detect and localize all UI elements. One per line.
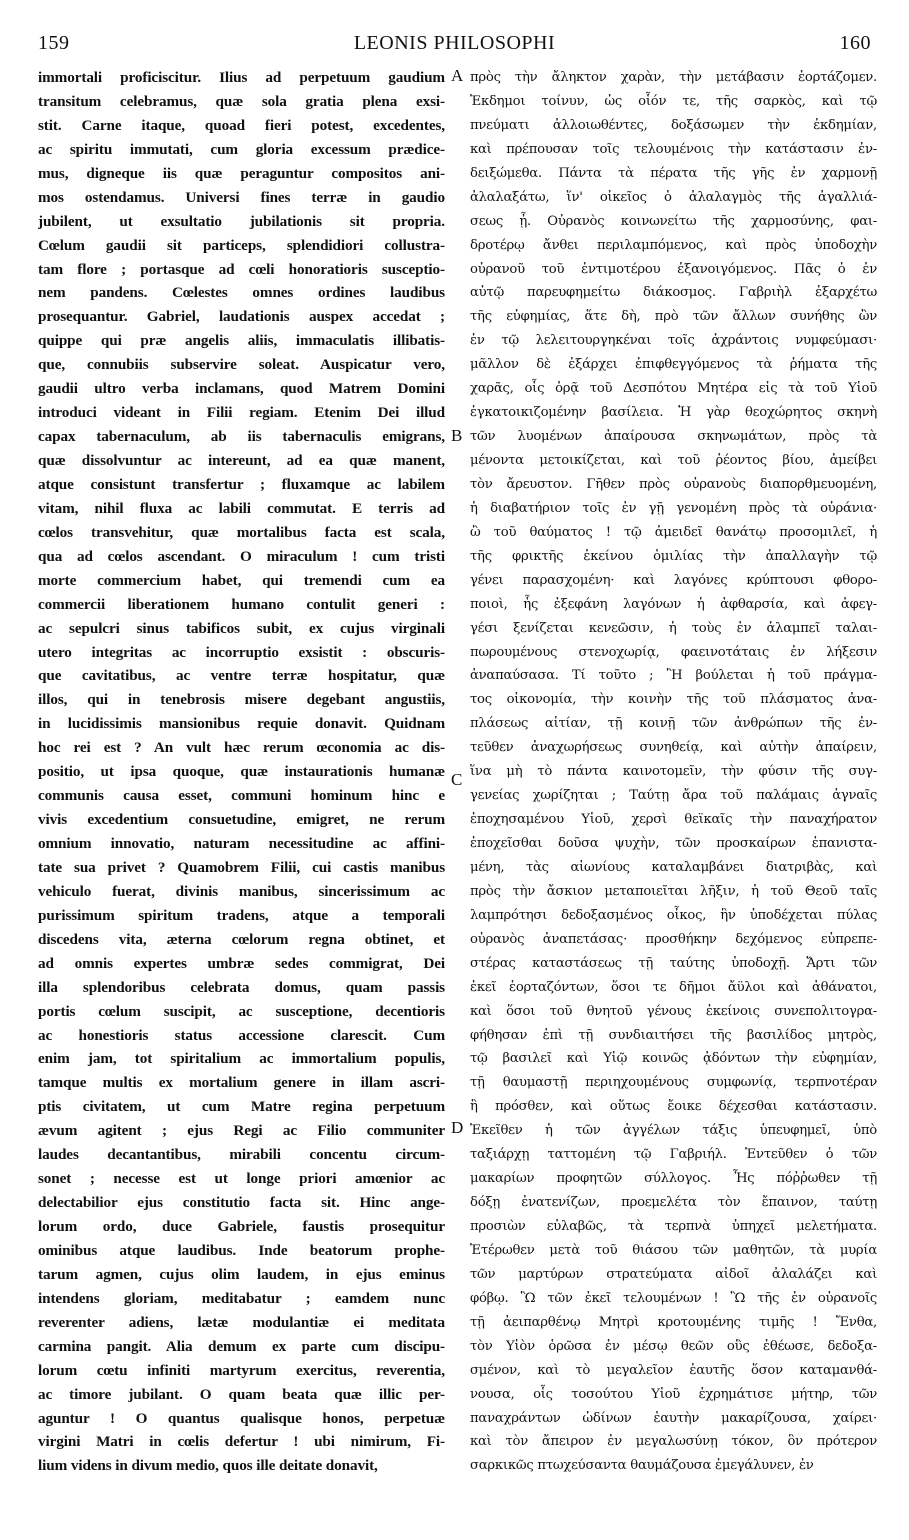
latin-text-line: ptis civitatem, ut cum Matre regina perpetuum	[38, 1098, 445, 1116]
greek-text-line: καὶ τὸν ἄπειρον ἐν μεγαλωσύνῃ τόκον, ὃν πρότερον	[470, 1434, 877, 1450]
latin-text-line: capax tabernaculum, ab iis tabernaculis emigrans,	[38, 428, 445, 446]
latin-text-line: virgini Matri in cœlis defertur ! ubi nimirum, Fi-	[38, 1433, 445, 1451]
latin-text-line: lium videns in divum medio, quos ille deitate donavit,	[38, 1457, 378, 1475]
latin-text-line: ominibus atque laudibus. Inde beatorum prophe-	[38, 1241, 445, 1259]
latin-text-line: quippe qui præ angelis aliis, immaculatis illibatis-	[38, 332, 445, 350]
greek-text-line: ἐποχεῖσθαι δοῦσα ψυχὴν, τῶν προσκαίρων ἐπανιστα-	[470, 836, 877, 851]
latin-text-line: utero integritas ac incorruptio exsistit : obscuris-	[38, 643, 445, 661]
latin-text-line: communis causa esset, communi hominum hinc e	[38, 787, 445, 805]
greek-text-line: τῆς φρικτῆς ἐκείνου ὁμιλίας τὴν ἀπαλλαγὴν τῷ	[470, 548, 877, 564]
greek-text-line: ἀναπαύσασα. Τί τοῦτο ; Ἢ βούλεται ἡ τοῦ πράγμα-	[470, 668, 877, 684]
greek-text-line: τὸν ἄρευστον. Γῆθεν πρὸς οὐρανοὺς διαπορθμευομένη,	[470, 476, 877, 492]
section-marker-b: B	[451, 426, 463, 445]
latin-text-line: Cœlum gaudii sit particeps, splendidiori collustra-	[38, 236, 445, 254]
greek-text-line: τεῦθεν ἀναχωρήσεως συνηθείᾳ, καὶ αὐτὴν ἀπαίρειν,	[470, 740, 877, 756]
greek-text-line: ἵνα μὴ τὸ πάντα καινοτομεῖν, τὴν φύσιν τῆς συγ-	[470, 764, 877, 780]
greek-text-line: ποιοὶ, ἧς ἐξεφάνη λαγόνων ἡ ἀφθαρσία, καὶ ἀφεγ-	[470, 596, 877, 612]
greek-text-line: οὐρανὸς ἀναπετάσας· προσθήκην δεχόμενος εὐπρεπε-	[470, 931, 877, 947]
latin-text-line: tate sua privet ? Quamobrem Filii, cui castis manibus	[38, 858, 445, 876]
latin-text-line: vehiculo fuerat, divinis manibus, sincerissimum ac	[38, 882, 445, 900]
greek-text-line: Ἑτέρωθεν μετὰ τοῦ θιάσου τῶν μαθητῶν, τὰ μυρία	[470, 1242, 877, 1258]
latin-text-line: illos, qui in tenebrosis misere degebant angustiis,	[38, 691, 445, 709]
latin-text-line: ac sepulcri sinus tabificos subit, ex cujus virginali	[38, 619, 445, 637]
latin-text-line: hoc rei est ? An vult hæc rerum œconomia ac dis-	[38, 739, 445, 757]
greek-text-line: δροτέρῳ ἄνθει περιλαμπόμενος, καὶ πρὸς ὑποδοχὴν	[470, 237, 877, 253]
greek-text-line: τος οἰκονομία, τὴν κοινὴν τῆς τοῦ πλάσματος ἀνα-	[470, 692, 877, 708]
section-marker-c: C	[451, 770, 463, 789]
latin-text-line: stit. Carne itaque, quoad fieri potest, excedentes,	[38, 116, 445, 134]
latin-text-line: mos ostendamus. Universi fines terræ in gaudio	[38, 188, 445, 206]
latin-text-line: prosequantur. Gabriel, laudationis auspex accedat ;	[38, 308, 445, 326]
latin-text-line: omnium innovatio, naturam necessitudine ac affini-	[38, 835, 445, 852]
latin-text-line: enim jam, tot spiritalium ac immortalium populis,	[38, 1050, 445, 1068]
greek-text-line: ὢ τοῦ θαύματος ! τῷ ἀμειδεῖ θανάτῳ προσομιλεῖ, ἡ	[470, 524, 877, 540]
latin-text-line: reverenter adiens, lætæ modulantiæ ei meditata	[38, 1313, 445, 1331]
greek-text-line: προσιὼν εὐλαβῶς, τὰ τερπνὰ ὑπηχεῖ μελετήματα.	[470, 1219, 877, 1234]
section-marker-d: D	[451, 1118, 464, 1137]
latin-text-line: discedens vita, æterna cœlorum regna obtinet, et	[38, 930, 445, 948]
greek-text-line: πρὸς τὴν ἄσκιον μεταποιεῖται λῆξιν, ἡ τοῦ Θεοῦ ταῖς	[470, 883, 877, 899]
greek-text-line: πρὸς τὴν ἄληκτον χαρὰν, τὴν μετάβασιν ἑορτάζομεν.	[470, 70, 877, 85]
greek-text-line: πνεύματι ἀλλοιωθέντες, δοξάσωμεν τὴν ἐκδημίαν,	[470, 117, 877, 133]
latin-text-line: commercii liberationem humano contulit generi :	[38, 595, 445, 613]
greek-text-line: λαμπρότησι δεδοξασμένος οἶκος, ἣν ὑποδέχεται πύλας	[470, 907, 877, 923]
greek-text-line: μακαρίων προφητῶν σύλλογος. Ἧς πόῤῥωθεν τῇ	[470, 1171, 877, 1187]
greek-text-line: πωρουμένους στενοχωρίᾳ, φαεινοτάταις ἐν λήξεσιν	[470, 644, 877, 660]
latin-text-line: tam flore ; portasque ad cœli honoratioris susceptio-	[38, 260, 445, 278]
greek-text-line: τῶν λυομένων ἀπαίρουσα σκηνωμάτων, πρὸς τὰ	[470, 429, 877, 445]
greek-text-line: φήθησαν ἐπὶ τῇ συνδιαιτήσει τῆς βασιλίδος μητρὸς,	[470, 1027, 877, 1043]
greek-text-line: γένει παρασχομένη· καὶ λαγόνες κρύπτουσι φθορο-	[470, 572, 877, 588]
latin-text-line: tamque multis ex mortalium genere in illam ascri-	[38, 1074, 445, 1092]
latin-text-line: laudes decantantibus, mirabili concentu circum-	[38, 1146, 445, 1164]
latin-text-line: introduci videant in Filii regiam. Etenim Dei illud	[38, 404, 445, 422]
latin-text-line: atque consistunt transfertur ; fluxamque ac labilem	[38, 475, 445, 493]
latin-text-line: que, connubiis subservire soleat. Auspicatur vero,	[38, 356, 445, 374]
latin-text-line: ac honestioris status accessione clarescit. Cum	[38, 1026, 445, 1044]
latin-text-line: in lucidissimis mansionibus requie donavit. Quidnam	[38, 715, 445, 733]
greek-text-line: νουσα, οἷς τοσούτου Υἱοῦ ἐχρημάτισε μήτηρ, τῶν	[470, 1386, 877, 1402]
greek-text-line: δειξώμεθα. Πάντα τὰ πέρατα τῆς γῆς ἐν χαρμονῇ	[470, 165, 877, 181]
greek-text-line: καὶ ὅσοι τοῦ θνητοῦ γένους ἐκείνοις συνεπολιτογρα-	[470, 1003, 877, 1019]
greek-text-line: παναχράντων ὠδίνων ἑαυτὴν μακαρίζουσα, χαίρει·	[470, 1410, 877, 1426]
running-title: LEONIS PHILOSOPHI	[353, 32, 556, 54]
latin-text-line: delectabilior ejus constitutio facta sit. Hinc ange-	[38, 1194, 445, 1212]
latin-text-line: lorum cœtu infiniti martyrum exercitus, reverentia,	[38, 1361, 445, 1379]
latin-text-line: que cavitatibus, ac ventre terræ hospitatur, quæ	[38, 667, 445, 685]
greek-text-line: Ἐκδημοι τοίνυν, ὡς οἷόν τε, τῆς σαρκὸς, καὶ τῷ	[470, 93, 877, 109]
latin-text-line: ad omnis expertes umbræ sedes commigrat, Dei	[38, 954, 445, 972]
greek-text-line: Ἐκεῖθεν ἡ τῶν ἀγγέλων τάξις ὑπευφημεῖ, ὑπὸ	[470, 1123, 877, 1139]
running-header	[38, 32, 871, 58]
greek-text-line: ἐν τῷ λελειτουργηκέναι τοῖς ἀχράντοις νυμφεύμασι·	[470, 333, 877, 349]
greek-text-line: σαρκικῶς πτωχεύσαντα θαυμάζουσα ἐμεγάλυνεν, ἐν	[470, 1458, 814, 1474]
latin-text-line: ævum agitent ; ejus Regi ac Filio communiter	[38, 1122, 445, 1140]
section-marker-a: A	[451, 66, 464, 85]
greek-text-line: οὐρανοῦ τοῦ ἐντιμοτέρου ἐξανοιγόμενος. Πᾶς ὁ ἐν	[470, 261, 877, 277]
greek-text-line: ταξιάρχῃ ταττομένη τῷ Γαβριήλ. Ἐντεῦθεν ὁ τῶν	[470, 1147, 877, 1163]
page-number-left: 159	[38, 32, 70, 54]
latin-text-line: ac spiritu immutati, cum gloria excessum prædice-	[38, 140, 445, 158]
greek-text-line: τῆς εὐφημίας, ἅτε δὴ, πρὸ τῶν ἄλλων συνήθης ὢν	[470, 309, 877, 325]
greek-text-line: ἐκεῖ ἑορταζόντων, ὅσοι τε δῆμοι ἄϋλοι καὶ ἀθάνατοι,	[470, 979, 877, 995]
latin-text-line: illa splendoribus celebrata domus, quam passis	[38, 978, 445, 996]
greek-text-line: δόξῃ ἐνατενίζων, προεμελέτα τὸν ἔπαινον, ταύτῃ	[470, 1195, 877, 1211]
latin-text-line: gaudii ultro verba inclamans, quod Matrem Domini	[38, 380, 445, 398]
latin-text-line: mus, digneque iis quæ peraguntur compositos ani-	[38, 164, 445, 182]
greek-text-line: μᾶλλον δὲ ἐξάρχει ἐπιφθεγγόμενος τὰ ῥήματα τῆς	[470, 357, 877, 373]
latin-text-line: ac timore jubilant. O quam beata quæ illic per-	[38, 1385, 445, 1403]
latin-text-line: purissimum spiritum tradens, atque a temporali	[38, 906, 445, 924]
latin-text-line: jubilent, ut exsultatio jubilationis sit propria.	[38, 212, 445, 230]
greek-text-line: καὶ πρέπουσαν τοῖς τελουμένοις τὴν κατάστασιν ἐν-	[470, 141, 877, 157]
latin-text-line: morte commercium habet, qui tremendi cum ea	[38, 571, 445, 589]
latin-text-line: positio, ut ipsa quoque, quæ instaurationis humanæ	[38, 763, 445, 781]
latin-text-line: immortali proficiscitur. Ilius ad perpetuum gaudium	[38, 69, 445, 86]
greek-text-line: αὐτῷ παρευφημείτω διάκοσμος. Γαβριὴλ ἐξαρχέτω	[470, 285, 877, 301]
greek-text-line: τῷ βασιλεῖ καὶ Υἱῷ κοινῶς ᾀδόντων τὴν εὐφημίαν,	[470, 1051, 877, 1067]
greek-text-line: ἐγκατοικιζομένην βασίλεια. Ἡ γὰρ θεοχώρητος σκηνὴ	[470, 405, 877, 421]
latin-text-line: vitam, nihil fluxa ac labili commutat. E terris ad	[38, 499, 445, 517]
latin-text-line: quæ dissolvuntur ac intereunt, ad ea quæ manent,	[38, 452, 445, 469]
latin-text-line: aguntur ! O quantus qualisque honos, perpetuæ	[38, 1409, 445, 1427]
greek-text-line: σεως ᾖ. Οὐρανὸς κοινωνείτω τῆς χαρμοσύνης, φαι-	[470, 213, 877, 229]
greek-text-line: σμένον, καὶ τὸ μεγαλεῖον ἑαυτῆς ὅσον καταμανθά-	[470, 1362, 877, 1378]
latin-text-line: nem pandens. Cœlestes omnes ordines laudibus	[38, 284, 445, 302]
greek-text-line: ἐποχησαμένου Υἱοῦ, χερσὶ θεϊκαῖς τὴν παναχήρατον	[470, 812, 877, 828]
latin-text-line: intendens gloriam, meditabatur ; eamdem nunc	[38, 1289, 445, 1307]
greek-text-line: γενείας χωρίζηται ; Ταύτῃ ἄρα τοῦ παλάμαις ἁγναῖς	[470, 788, 877, 804]
greek-text-line: χαρᾶς, οἷς ὁρᾷ τοῦ Δεσπότου Μητέρα εἰς τὰ τοῦ Υἱοῦ	[470, 381, 877, 397]
latin-text-line: vivis excedentium consuetudine, emigret, ne rerum	[38, 811, 445, 829]
latin-text-line: cœlos transvehitur, quæ mortalibus facta est scala,	[38, 523, 445, 541]
latin-text-line: tarum agmen, cujus olim laudem, in ejus eminus	[38, 1265, 445, 1283]
greek-text-line: τῶν μαρτύρων στρατεύματα αἰδοῖ ἀλαλάζει καὶ	[470, 1266, 877, 1282]
greek-text-line: ἢ πρόσθεν, καὶ οὕτως ἔοικε δέχεσθαι κατάστασιν.	[470, 1099, 877, 1115]
greek-text-line: πλάσεως αἰτίαν, τῇ κοινῇ τῶν ἀνθρώπων τῆς ἐν-	[470, 716, 877, 732]
greek-text-line: τῇ ἀειπαρθένῳ Μητρὶ κροτουμένης τιμῆς ! Ἔνθα,	[470, 1314, 877, 1330]
greek-text-line: ἡ διαβατήριον τοῖς ἐν γῇ γενομένη πρὸς τὰ οὐράνια·	[470, 500, 877, 516]
greek-text-line: γέσι ξενίζεται κενεῶσιν, ἡ τοὺς ἐν ἀλαμπεῖ ταλαι-	[470, 620, 877, 636]
latin-text-line: transitum celebramus, quæ sola gratia plena exsi-	[38, 92, 445, 110]
greek-text-line: στέρας καταστάσεως τῇ ταύτης ὑποδοχῇ. Ἄρτι τῶν	[470, 955, 877, 971]
greek-text-line: τὸν Υἱὸν ὁρῶσα ἐν μέσῳ θεῶν οὓς ἐθέωσε, δεδοξα-	[470, 1338, 877, 1354]
latin-text-line: carmina pangit. Alia demum ex parte cum discipu-	[38, 1337, 445, 1355]
greek-text-line: τῇ θαυμαστῇ περιηχουμένους συμφωνίᾳ, τερπνοτέραν	[470, 1075, 877, 1091]
greek-text-line: μένοντα μετοικίζεται, καὶ τοῦ ῥέοντος βίου, ἀμείβει	[470, 453, 877, 468]
latin-text-line: sonet ; necesse est ut longe priori amœnior ac	[38, 1170, 445, 1188]
page-number-right: 160	[839, 32, 871, 54]
latin-column	[38, 66, 445, 1478]
greek-text-line: μένη, τὰς αἰωνίους καταλαμβάνει διατριβὰς, καὶ	[470, 859, 877, 875]
latin-text-line: portis cœlum suscipit, ac susceptione, decentioris	[38, 1002, 445, 1020]
latin-text-line: qua ad cœlos ascendant. O miraculum ! cum tristi	[38, 547, 445, 565]
latin-text-line: lorum ordo, duce Gabriele, faustis prosequitur	[38, 1218, 445, 1235]
greek-column	[470, 66, 877, 1478]
greek-text-line: ἀλαλαξάτω, ἵν' οἰκεῖος ὁ ἀλαλαγμὸς τῆς ἀγαλλιά-	[470, 189, 877, 205]
greek-text-line: φόβῳ. Ὢ τῶν ἐκεῖ τελουμένων ! Ὢ τῆς ἐν οὐρανοῖς	[470, 1290, 877, 1306]
